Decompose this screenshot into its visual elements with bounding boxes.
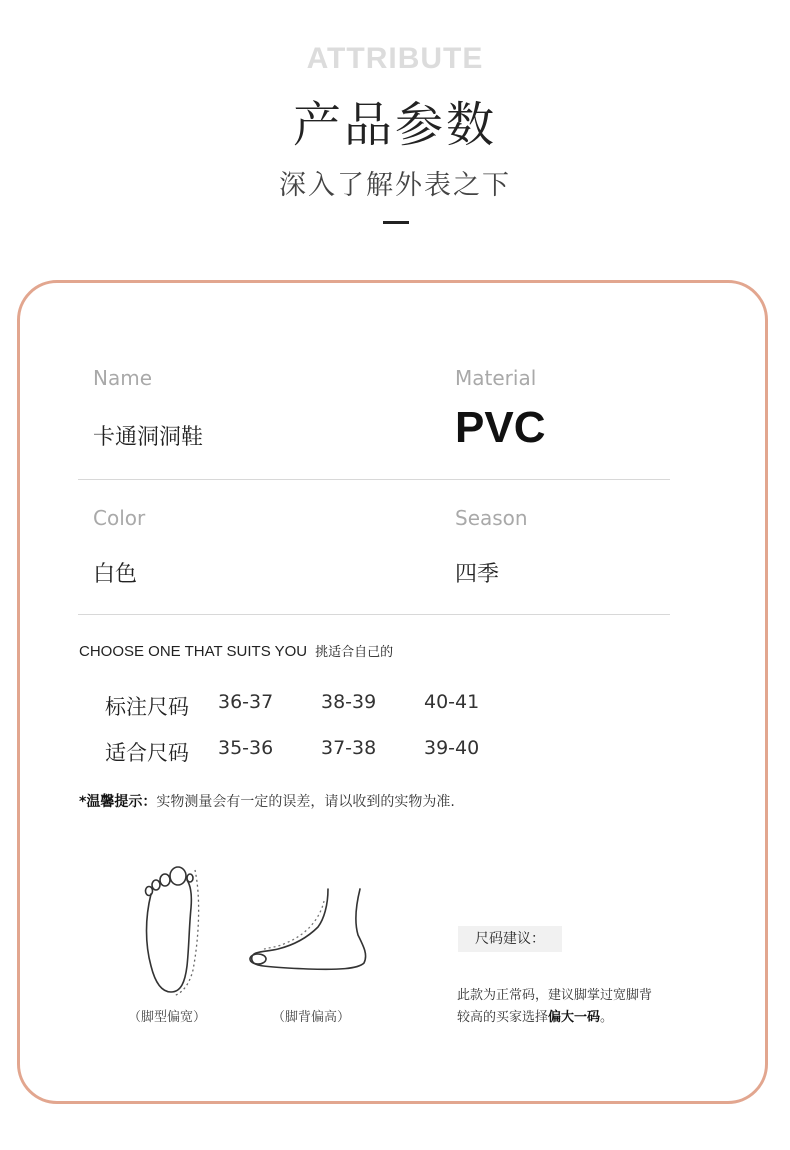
tip-text: 实物测量会有一定的误差，请以收到的实物为准. [156, 794, 455, 810]
size-row-marked [0, 691, 790, 719]
high-instep-caption: （脚背偏高） [272, 1010, 351, 1025]
size-cell: 38-39 [321, 691, 377, 713]
size-row-label: 适合尺码 [105, 741, 189, 765]
size-suggestion-label: 尺码建议： [458, 926, 562, 952]
size-cell: 35-36 [218, 737, 274, 759]
season-value: 四季 [455, 562, 500, 587]
material-label: Material [455, 366, 537, 390]
color-value: 白色 [93, 562, 138, 587]
suggestion-line-1: 此款为正常码，建议脚掌过宽脚背 [457, 988, 653, 1003]
tip-prefix: *温馨提示： [79, 794, 157, 810]
suggestion-line-2 [457, 1007, 652, 1029]
material-value: PVC [455, 403, 546, 452]
size-heading [79, 641, 393, 660]
suggestion-emphasis: 偏大一码 [548, 1010, 601, 1025]
header-divider [383, 221, 409, 224]
name-value: 卡通洞洞鞋 [93, 425, 204, 450]
size-heading-en: CHOOSE ONE THAT SUITS YOU [79, 643, 308, 660]
size-suggestion-text [457, 985, 652, 1029]
size-row-fit [0, 737, 790, 765]
header-subtitle: 深入了解外表之下 [279, 170, 511, 201]
size-cell: 39-40 [424, 737, 480, 759]
color-label: Color [93, 506, 146, 530]
spec-divider [78, 614, 670, 615]
measurement-tip [79, 791, 455, 811]
suggestion-line-2-prefix: 较高的买家选择 [457, 1010, 549, 1025]
header-english-title: ATTRIBUTE [306, 42, 484, 75]
suggestion-line-2-suffix: 。 [600, 1010, 614, 1025]
name-label: Name [93, 366, 153, 390]
high-instep-foot-icon [248, 885, 373, 975]
size-cell: 40-41 [424, 691, 480, 713]
header-title: 产品参数 [292, 97, 497, 153]
wide-foot-caption: （脚型偏宽） [128, 1010, 207, 1025]
size-heading-cn: 挑适合自己的 [315, 645, 394, 660]
season-label: Season [455, 506, 528, 530]
size-cell: 37-38 [321, 737, 377, 759]
size-cell: 36-37 [218, 691, 274, 713]
spec-divider [78, 479, 670, 480]
wide-foot-icon [135, 858, 215, 998]
size-row-label: 标注尺码 [105, 695, 189, 719]
